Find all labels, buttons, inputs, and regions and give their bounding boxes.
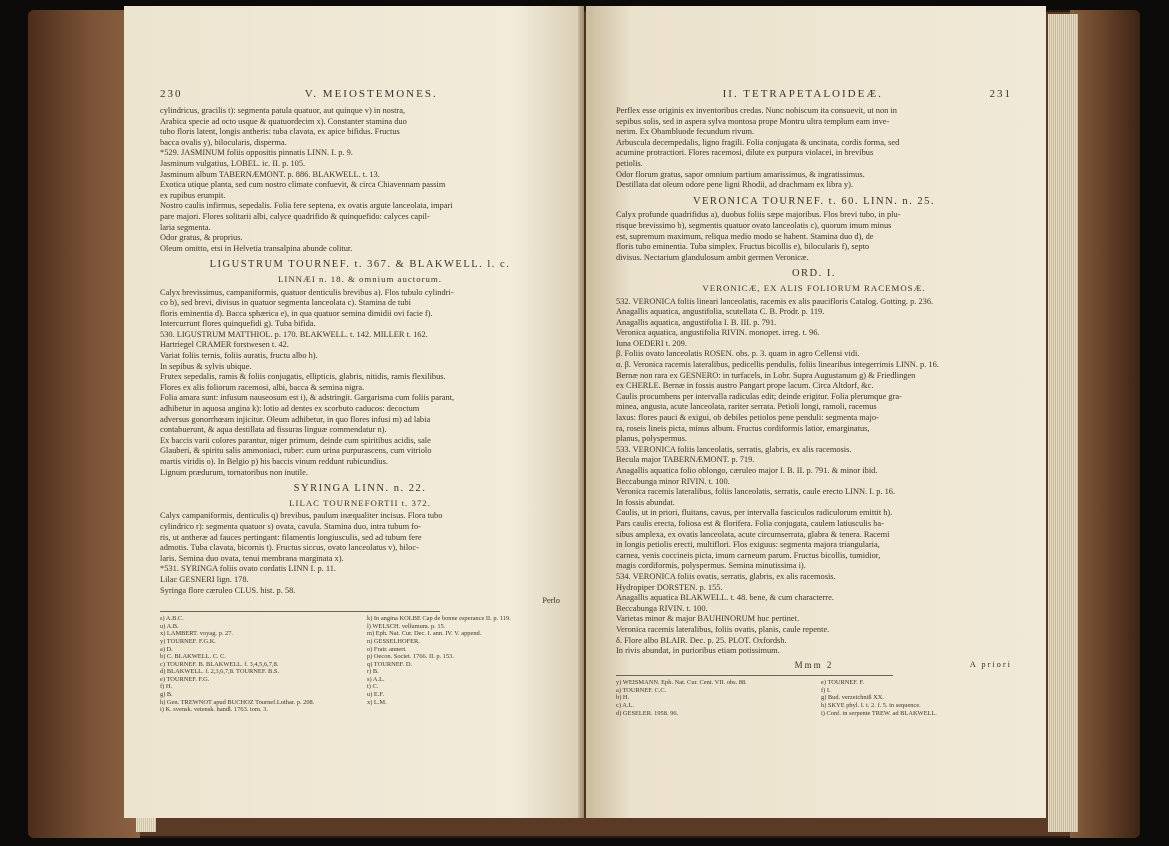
text-line: minea, angusta, acute lanceolata, rariter serrata. Petioli longi, ramoli, racemus [616,402,877,412]
right-lines3-block [616,297,1012,657]
text-line: Becula major TABERNÆMONT. p. 719. [616,455,755,465]
text-line: risque brevissimo b), segmentis quatuor ovato lanceolatis c), quorum imum minus [616,220,892,230]
text-line: adhibetur in aquosa angina k): lotio ad dentes ex scorbuto caducos: decoctum [160,404,420,414]
text-line: ris, ut antheræ ad fauces pertingant: filamentis longiusculis, sed ad tubum fere [160,532,422,542]
text-line: Perflex esse originis ex inventoribus credas. Nunc nobiscum ita consuevit, ut non in [616,106,897,115]
footnote-line: i) Conf. in serpente TREW. ad BLAKWELL. [821,709,937,717]
text-line: Pars caulis erecta, foliosa est & florifera. Folia conjugata, caulem latiusculis ba- [616,518,884,528]
text-line: Veronica racemis lateralibus, foliis ovatis, planis, caule repente. [616,624,830,634]
footnote-line: o) Fratr. annert. [367,645,407,653]
text-line: Bernæ non rara ex GESNERO: in turfacels, in Lobr. Supra Augustanum g) & Friedlingen [616,370,916,380]
left-page [124,6,584,818]
text-line: Glauberi, & spiritu salis ammoniaci, ruber: cum urina purpurascens, cum vitriolo [160,446,432,456]
text-line: Varietas minor & major BAUHINORUM huc pertinet. [616,614,800,624]
text-line: Destillata dat oleum odore pene ligni Rhodii, ad drachmam ex libra y). [616,180,853,190]
footnote-line: s) A.L. [367,675,385,683]
text-line: Arbuscula decempedalis, ligno fragili. Folia conjugata & uncinata, cordis forma, sed [616,137,900,147]
section-subheading-syringa: LILAC TOURNEFORTII t. 372. [289,497,431,508]
footnote-rule [616,675,893,676]
right-footnotes [616,679,1012,717]
left-page-header [160,88,560,100]
footnote-line: g) Bud. verzeichniß XX. [821,694,885,702]
footnote-line: a) D. [160,645,173,653]
text-line: admotis. Tuba clavata, bicornis t). Fructus siccus, ovato lanceolatus v), biloc- [160,543,419,553]
text-line: ex rupibus erumpit. [160,190,226,200]
footnote-line: i) K. svensk. vetensk. handl. 1763. tom. 3. [160,706,268,714]
text-line: nerim. Ex Obambluode fecundum rivum. [616,127,755,137]
text-line: est, supremum maximum, reliqua medio modo se habent. Stamina duo d), de [616,231,874,241]
footnote-line: q) TOURNEF. D. [367,660,413,668]
footnote-line: b) C. BLAKWELL. C. C. [160,653,227,661]
text-line: adversus gonorrhœam injicitur. Oleum adhibetur, in quo flores infusi m) ad labia [160,414,431,424]
text-line: tubo floris latent, longis antheris: tuba clavata, ex apice bifidus. Fructus [160,127,400,137]
footnote-line: d) GESELER. 1958. 96. [616,709,679,717]
text-line: petiolis. [616,158,643,168]
text-line: laria segmenta. [160,222,211,232]
text-line: pare majori. Flores solitarii albi, calyce quadrifido & quinquefido: calyces capil- [160,211,430,221]
text-line: bacca ovalis y), bilocularis, disperma. [160,137,287,147]
right-page-body [616,106,1012,717]
footnote-line: l) WELSCH. vellumum. p. 15. [367,622,446,630]
text-line: In sepibus & sylvis ubique. [160,361,252,371]
text-line: Folia amara sunt: infusum nauseosum est i), & adstringit. Gargarisma cum foliis parant, [160,393,455,403]
text-line: planus, polyspermus. [616,434,687,444]
text-line: contabuerunt, & aqua destillata ad fissuras linguæ commendatur n). [160,425,387,435]
text-line: Caulis procumbens per intervalla radiculas edit; deinde erigitur. Folia plerumque gra- [616,391,902,401]
text-line: Syringa flore cæruleo CLUS. hist. p. 58. [160,585,296,595]
text-line: α. β. Veronica racemis lateralibus, pedicellis pendulis, foliis linearibus integerrimis LINN. p. 16. [616,360,939,370]
footnote-column [367,615,560,714]
text-line: Anagallis aquatica folio oblongo, cæruleo major I. B. II. p. 791. & minor ibid. [616,466,878,475]
footnote-line: n) GESSELHOFER. [367,637,420,645]
text-line: Veronica racemis lateralibus, foliis lanceolatis, serratis, caule erecto LINN. I. p. 16. [616,487,896,497]
text-line: martis viridis o). In Belgio p) his baccis vinum reddunt rubicundius. [160,457,388,466]
text-line: In rivis abundat, in purioribus etiam potissimum. [616,646,780,656]
right-page-header [616,88,1012,100]
text-line: laxus: flores pauci & exigui, ob debiles petiolos pene penduli: segmenta majo- [616,413,879,423]
text-line: Calyx brevissimus, campaniformis, quatuor denticulis brevibus a). Flos tubulo cylindri- [160,287,454,297]
text-line: Lilac GESNERI lign. 178. [160,574,249,584]
section-heading-ligustrum: LIGUSTRUM TOURNEF. t. 367. & BLAKWELL. l. c. [209,259,511,271]
footnote-line: h) SKYE phyl. I. t. 2. f. 5. in sequence. [821,702,921,710]
text-line: Anagallis aquatica, angustifolia I. B. III. p. 791. [616,317,777,327]
text-line: laris. Semina duo ovata, tenui membrana marginata x). [160,553,344,563]
text-line: carnea, venis coccineis picta, imum carneum parum. Fructus bicollis, tumidior, [616,550,881,560]
text-line: β. Foliis ovato lanceolatis ROSEN. obs. p. 3. quam in agro Cellensi vidi. [616,349,860,359]
text-line: Hydropiper DORSTEN. p. 155. [616,582,723,592]
text-line: In fossis abundat. [616,497,675,507]
text-line: Calyx campaniformis, denticulis q) brevibus, paulum inæqualiter incisus. Flora tubo [160,511,443,521]
text-line: *531. SYRINGA foliis ovato cordatis LINN I. p. 11. [160,564,337,574]
signature: Mmm 2 [794,659,834,670]
footnote-line: u) E.F. [367,691,385,699]
text-line: Odor gratus, & proprius. [160,233,243,243]
section-heading-syringa: SYRINGA LINN. n. 22. [293,483,427,495]
text-line: Nostro caulis infirmus, sepedalis. Folia fere septena, ex ovatis argute lanceolata, impari [160,201,453,211]
footnote-line: a) TOURNEF. C.C. [616,686,667,694]
section-subheading-ligustrum: LINNÆI n. 18. & omnium auctorum. [278,273,442,284]
text-line: in longis petiolis erecti, multiflori. Flos exiguus: segmenta majora triangularia, [616,540,880,550]
footnote-line: u) A.B. [160,622,179,630]
text-line: 534. VERONICA foliis ovatis, serratis, glabris, ex alis racemosis. [616,571,836,581]
text-line: 532. VERONICA foliis lineari lanceolatis, racemis ex alis paucifloris Catalog. Gotting. p. 236. [616,296,934,306]
footnote-column [821,679,1012,717]
footnote-line: m) Eph. Nat. Cur. Dec. I. ann. IV. V. append. [367,630,482,638]
text-line: cylindrico r): segmenta quatuor s) ovata, cavula. Stamina duo, intra tubum fo- [160,521,421,531]
text-line: floris eminentia d). Bacca sphærica e), in qua quatuor semina dimidii ovi facie f). [160,308,433,318]
footnote-line: c) TOURNEF. B. BLAKWELL. f. 3,4,5,6,7,8. [160,660,279,668]
text-line: sibus amplexa, ex ovatis lanceolata, acute circumserrata, glabra & tenera. Racemi [616,529,890,539]
footnote-line: t) C. [367,683,379,691]
text-line: δ. Flore albo BLAIR. Dec. p. 25. PLOT. Oxfordsh. [616,635,787,645]
text-line: Arabica specie ad octo usque & quatuordecim x). Constanter stamina duo [160,116,407,126]
text-line: Intercurrunt flores quinquefidi g). Tuba bifida. [160,319,316,329]
text-line: Oleum omitto, etsi in Helvetia transalpina abunde colitur. [160,243,353,253]
catchword: Perlo [542,596,560,606]
footnote-line: p) Oecon. Societ. 1766. II. p. 153. [367,653,454,661]
footnote-line: y) WEISMANN. Eph. Nat. Cur. Cent. VII. obs. 88. [616,679,747,687]
footnote-line: r) B. [367,668,379,676]
catchword: A priori [969,659,1012,669]
text-line: 530. LIGUSTRUM MATTHIOL. p. 170. BLAKWELL. t. 142. MILLER t. 162. [160,329,428,339]
order-subheading: VERONICÆ, EX ALIS FOLIORUM RACEMOSÆ. [702,282,926,293]
text-line: Beccabunga minor RIVIN. t. 100. [616,476,730,486]
text-line: Odor florum gratus, sapor omnium partium amarissimus, & ingratissimus. [616,169,865,179]
footnote-line: b) H. [616,694,630,702]
text-line: Anagallis aquatica, angustifolia, scutellata C. B. Prodr. p. 119. [616,307,825,317]
text-line: divisus. Nectarium glandulosum ambit germen Veronicæ. [616,252,809,262]
text-line: magis cordiformis, polyspermus. Semina minutissima i). [616,561,806,571]
footnote-line: g) B. [160,691,173,699]
right-lines2-block [616,210,1012,263]
running-title: V. MEIOSTEMONES. [304,88,438,100]
text-line: Caulis, ut in priori, fluitans, cavus, per intervalla fasciculos radiculorum emittit h). [616,508,893,518]
left-lines2-block [160,288,560,479]
running-title: II. TETRAPETALOIDEÆ. [722,88,883,100]
footnote-line: e) TOURNEF. F. [821,679,865,687]
order-heading: ORD. I. [791,268,837,280]
text-line: acumine protractiori. Flores racemosi, dilute ex purpura violacei, in brevibus [616,148,874,158]
text-line: Frutex sepedalis, ramis & foliis conjugatis, ellipticis, glabris, nitidis, ramis flexilibus. [160,372,446,382]
footnote-line: f) I. [821,686,831,694]
text-line: *529. JASMINUM foliis oppositis pinnatis LINN. I. p. 9. [160,148,353,158]
text-line: ex CHERLE. Bernæ in fossis austro Pangart prope lacum. Circa Altdorf, &c. [616,381,874,391]
page-number: 230 [160,88,183,100]
text-line: Calyx profunde quadrifidus a), duobus foliis sæpe majoribus. Flos brevi tubo, in plu- [616,210,901,220]
text-line: sepibus solis, sed in aspera sylva montosa prope Montru ultra templum eam inve- [616,116,890,126]
footnote-line: f) H. [160,683,173,691]
footnote-line: c) A.L. [616,702,634,710]
footnote-line: h) Gen. TREWNOT apud BUCHOZ Tournef.Lothar. p. 208. [160,698,315,706]
text-line: Anagallis aquatica BLAKWELL. t. 48. bene, & cum characterre. [616,593,834,603]
footnote-line: s) A.B.C. [160,615,184,623]
text-line: Beccabunga RIVIN. t. 100. [616,603,708,613]
footnote-line: d) BLAKWELL. f. 2,3,6,7,8. TOURNEF. B.S. [160,668,280,676]
section-heading-veronica: VERONICA TOURNEF. t. 60. LINN. n. 25. [692,195,936,207]
text-line: co b), sed brevi, divisus in quatuor segmenta lanceolata c). Stamina de tubi [160,298,411,308]
footnote-line: x) L.M. [367,698,387,706]
footnote-line: y) TOURNEF. F.G.K. [160,637,216,645]
text-line: 533. VERONICA foliis lanceolatis, serratis, glabris, ex alis racemosis. [616,444,852,454]
right-lines-block [616,106,1012,191]
book-cover-right [1070,10,1140,838]
page-edges-right [1048,14,1078,832]
left-footnotes [160,615,560,714]
text-line: Jasminum album TABERNÆMONT. p. 886. BLAKWELL. t. 13. [160,169,380,179]
text-line: Ex baccis varii colores parantur, niger primum, deinde cum spiritibus acidis, sale [160,435,431,445]
text-line: Iuna OEDERI t. 209. [616,338,687,348]
right-page [586,6,1046,818]
footnote-line: k) In angina KOLBE Cap de bonne esperance II. p. 119. [367,615,511,623]
text-line: Lignum prædurum, tornatoribus non inutile. [160,467,308,477]
text-line: Exotica utique planta, sed cum nostro climate confuevit, & circa Chiavennam passim [160,180,446,190]
footnote-rule [160,611,440,612]
text-line: Flores ex alis foliorum racemosi, albi, bacca & semina nigra. [160,382,365,392]
text-line: Veronica aquatica, angustifolia RIVIN. monopet. irreg. t. 96. [616,328,820,338]
signature-mark [616,660,1012,671]
text-line: cylindricus, gracilis t): segmenta patula quatuor, aut quinque v) in nostra, [160,106,406,115]
text-line: Hartriegel CRAMER forstwesen t. 42. [160,340,289,350]
text-line: Jasminum vulgatius, LOBEL. ic. II. p. 105. [160,158,306,168]
text-line: floris tubo eminentia. Tuba simplex. Fructus bicollis e), bilocularis f), septo [616,242,870,252]
left-page-body [160,106,560,714]
left-lines3-block [160,511,560,596]
footnote-line: x) LAMBERT. voyag. p. 27. [160,630,233,638]
text-line: Variat foliis ternis, foliis auratis, fructu albo h). [160,351,318,361]
footnote-column [616,679,807,717]
text-line: ra, roseis lineis picta, minus album. Fructus cordiformis latior, emarginatus, [616,423,870,433]
footnote-line: e) TOURNEF. F.G. [160,675,210,683]
left-lines-block [160,106,560,254]
page-number: 231 [989,88,1012,100]
footnote-column [160,615,353,714]
